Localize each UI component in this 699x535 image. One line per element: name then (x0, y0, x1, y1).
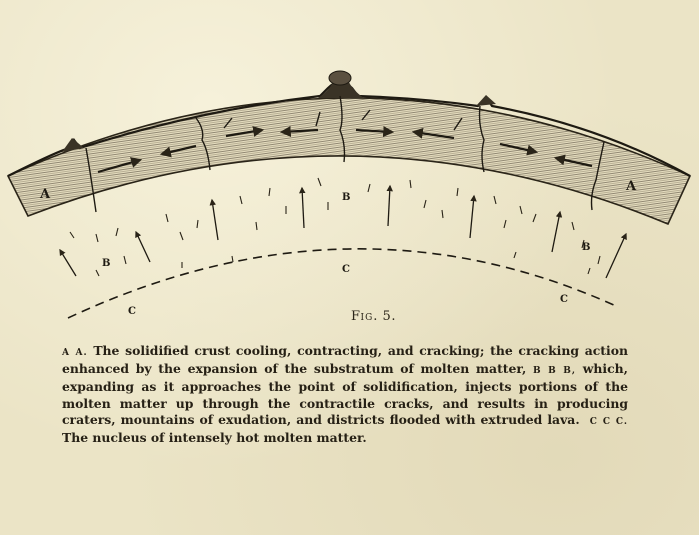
figure-caption (62, 343, 628, 446)
eruption-plume (329, 71, 351, 85)
caption-text-2: which, expanding as it approaches the point of solidification, injects portions of the molten matter up through the contractile cracks, and results in producing craters, mountains of exudation, and districts flooded with extruded lava. (62, 361, 628, 427)
caption-lead-label: A A. (62, 348, 88, 358)
caption-text-3: The nucleus of intensely hot molten matter. (62, 430, 367, 446)
caption-c-label: C C C. (589, 416, 629, 427)
figure-number (24, 309, 699, 324)
label-b-center: B (342, 192, 351, 203)
caption-text-1: The solidified crust cooling, contracting, and cracking; the cracking action enhanced by the expansion of the substratum of molten matter, (62, 343, 629, 377)
fig-label-smallcaps: IG (360, 313, 374, 323)
label-c-left: C (128, 306, 136, 317)
fig-label-initial: F (351, 309, 361, 324)
label-c-center: C (342, 264, 350, 275)
label-a-right: A (626, 179, 637, 194)
crust-band (8, 98, 690, 224)
label-b-left: B (102, 258, 111, 269)
cone-right (476, 95, 496, 106)
label-a-left: A (40, 187, 51, 202)
nucleus-boundary (68, 249, 616, 318)
caption-b-label: B B B, (533, 366, 577, 377)
label-c-right: C (560, 294, 568, 305)
fig-label-number: . 5. (373, 309, 396, 324)
label-b-right: B (582, 242, 591, 253)
